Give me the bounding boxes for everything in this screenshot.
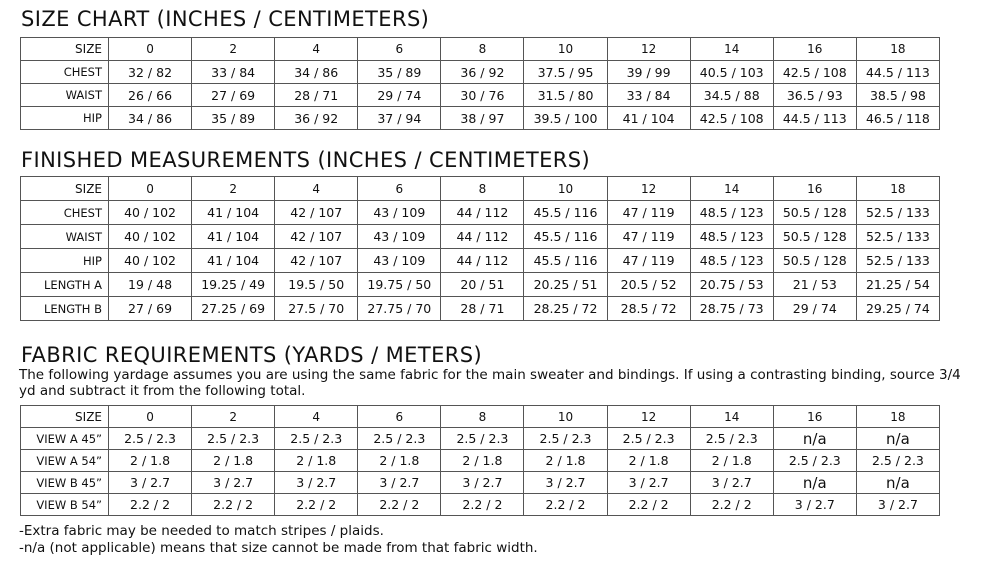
size-header-cell: 18 [856, 38, 939, 61]
size-header-cell: 12 [607, 177, 690, 201]
table-cell: 20 / 51 [441, 273, 524, 297]
table-cell: 41 / 104 [607, 107, 690, 130]
table-cell: 20.5 / 52 [607, 273, 690, 297]
row-label: HIP [21, 249, 109, 273]
table-row [21, 107, 940, 130]
table-row [21, 494, 940, 516]
size-header-label: SIZE [21, 38, 109, 61]
size-header-cell: 8 [441, 177, 524, 201]
table-cell: 3 / 2.7 [358, 472, 441, 494]
table-cell: 21.25 / 54 [856, 273, 939, 297]
table-row [21, 297, 940, 321]
table-cell: 2.5 / 2.3 [275, 428, 358, 450]
table-cell: 2.5 / 2.3 [607, 428, 690, 450]
table-cell: 44.5 / 113 [773, 107, 856, 130]
table-cell: 2 / 1.8 [358, 450, 441, 472]
table-cell: 42 / 107 [275, 249, 358, 273]
table-cell: 21 / 53 [773, 273, 856, 297]
table-cell: n/a [856, 472, 939, 494]
size-header-cell: 0 [109, 38, 192, 61]
row-label: VIEW B 45” [21, 472, 109, 494]
size-header-label: SIZE [21, 177, 109, 201]
table-cell: 43 / 109 [358, 249, 441, 273]
table-row [21, 428, 940, 450]
table-cell: 45.5 / 116 [524, 249, 607, 273]
row-label: WAIST [21, 225, 109, 249]
size-header-cell: 18 [856, 406, 939, 428]
table-cell: 38.5 / 98 [856, 84, 939, 107]
size-header-cell: 10 [524, 406, 607, 428]
size-header-cell: 2 [192, 38, 275, 61]
size-header-cell: 18 [856, 177, 939, 201]
row-label: CHEST [21, 61, 109, 84]
table-cell: 2 / 1.8 [192, 450, 275, 472]
row-label: CHEST [21, 201, 109, 225]
table-cell: 29.25 / 74 [856, 297, 939, 321]
size-header-cell: 4 [275, 406, 358, 428]
table-cell: 3 / 2.7 [192, 472, 275, 494]
table-cell: 28.5 / 72 [607, 297, 690, 321]
table-cell: 48.5 / 123 [690, 201, 773, 225]
table-cell: 47 / 119 [607, 201, 690, 225]
table-cell: 2.5 / 2.3 [773, 450, 856, 472]
table-cell: 47 / 119 [607, 249, 690, 273]
table-cell: 2.5 / 2.3 [524, 428, 607, 450]
table-cell: 2.2 / 2 [524, 494, 607, 516]
table-row [21, 249, 940, 273]
table-cell: 2 / 1.8 [524, 450, 607, 472]
size-header-label: SIZE [21, 406, 109, 428]
size-header-cell: 10 [524, 38, 607, 61]
table-cell: 2.2 / 2 [358, 494, 441, 516]
table-cell: 2.5 / 2.3 [441, 428, 524, 450]
table-row [21, 273, 940, 297]
table-cell: 36 / 92 [275, 107, 358, 130]
size-header-cell: 8 [441, 38, 524, 61]
table-cell: 40 / 102 [109, 201, 192, 225]
table-cell: 36 / 92 [441, 61, 524, 84]
table-cell: 3 / 2.7 [275, 472, 358, 494]
table-cell: 34 / 86 [275, 61, 358, 84]
row-label: VIEW A 54” [21, 450, 109, 472]
table-cell: 47 / 119 [607, 225, 690, 249]
table-row [21, 201, 940, 225]
table-cell: 2.5 / 2.3 [358, 428, 441, 450]
table-cell: 27.75 / 70 [358, 297, 441, 321]
table-cell: 37 / 94 [358, 107, 441, 130]
table-cell: 44 / 112 [441, 225, 524, 249]
row-label: LENGTH B [21, 297, 109, 321]
table-cell: 50.5 / 128 [773, 225, 856, 249]
table-cell: 44 / 112 [441, 201, 524, 225]
size-header-cell: 12 [607, 406, 690, 428]
size-header-cell: 4 [275, 177, 358, 201]
size-header-cell: 2 [192, 177, 275, 201]
fabric-intro-text: The following yardage assumes you are using the same fabric for the main sweater and bindings. If using a contrasting binding, source 3/4 yd and subtract it from the following total. [19, 367, 961, 399]
table-cell: 2.2 / 2 [441, 494, 524, 516]
table-cell: 28 / 71 [441, 297, 524, 321]
table-cell: 32 / 82 [109, 61, 192, 84]
size-header-cell: 16 [773, 38, 856, 61]
size-chart-table [20, 37, 940, 130]
table-cell: 46.5 / 118 [856, 107, 939, 130]
table-cell: 2.5 / 2.3 [856, 450, 939, 472]
table-cell: 37.5 / 95 [524, 61, 607, 84]
table-cell: 19.75 / 50 [358, 273, 441, 297]
table-cell: 26 / 66 [109, 84, 192, 107]
table-cell: 20.25 / 51 [524, 273, 607, 297]
table-cell: 2 / 1.8 [690, 450, 773, 472]
table-cell: 2.2 / 2 [109, 494, 192, 516]
table-cell: 3 / 2.7 [773, 494, 856, 516]
table-cell: 42 / 107 [275, 201, 358, 225]
table-cell: 3 / 2.7 [441, 472, 524, 494]
table-cell: 35 / 89 [358, 61, 441, 84]
table-cell: 29 / 74 [773, 297, 856, 321]
table-cell: 19 / 48 [109, 273, 192, 297]
size-header-cell: 6 [358, 38, 441, 61]
fabric-notes [19, 523, 538, 557]
table-cell: 2 / 1.8 [441, 450, 524, 472]
table-cell: 3 / 2.7 [607, 472, 690, 494]
size-chart-title: SIZE CHART (INCHES / CENTIMETERS) [21, 7, 430, 31]
row-label: VIEW B 54” [21, 494, 109, 516]
table-cell: 27 / 69 [192, 84, 275, 107]
table-cell: 42.5 / 108 [773, 61, 856, 84]
table-cell: 2.5 / 2.3 [109, 428, 192, 450]
table-cell: 41 / 104 [192, 201, 275, 225]
table-row [21, 84, 940, 107]
table-cell: 28.25 / 72 [524, 297, 607, 321]
table-cell: 44 / 112 [441, 249, 524, 273]
table-cell: 52.5 / 133 [856, 225, 939, 249]
size-header-cell: 0 [109, 406, 192, 428]
table-cell: 3 / 2.7 [524, 472, 607, 494]
table-cell: 33 / 84 [607, 84, 690, 107]
table-cell: 36.5 / 93 [773, 84, 856, 107]
finished-measurements-table [20, 176, 940, 321]
size-header-cell: 8 [441, 406, 524, 428]
table-cell: 2.2 / 2 [690, 494, 773, 516]
table-cell: n/a [773, 472, 856, 494]
table-cell: 52.5 / 133 [856, 201, 939, 225]
table-row [21, 450, 940, 472]
table-cell: 2 / 1.8 [275, 450, 358, 472]
fabric-requirements-table [20, 405, 940, 516]
size-header-cell: 12 [607, 38, 690, 61]
table-cell: 40 / 102 [109, 249, 192, 273]
table-row [21, 225, 940, 249]
table-cell: 2.5 / 2.3 [690, 428, 773, 450]
table-cell: 31.5 / 80 [524, 84, 607, 107]
table-cell: n/a [773, 428, 856, 450]
table-cell: 2.2 / 2 [607, 494, 690, 516]
size-header-cell: 6 [358, 177, 441, 201]
size-header-cell: 10 [524, 177, 607, 201]
table-cell: 28 / 71 [275, 84, 358, 107]
row-label: WAIST [21, 84, 109, 107]
table-cell: 27.25 / 69 [192, 297, 275, 321]
table-cell: 38 / 97 [441, 107, 524, 130]
table-header-row [21, 38, 940, 61]
table-cell: 43 / 109 [358, 225, 441, 249]
table-row [21, 472, 940, 494]
row-label: LENGTH A [21, 273, 109, 297]
size-header-cell: 16 [773, 406, 856, 428]
row-label: HIP [21, 107, 109, 130]
table-cell: 34 / 86 [109, 107, 192, 130]
table-cell: 2.5 / 2.3 [192, 428, 275, 450]
table-cell: 27.5 / 70 [275, 297, 358, 321]
table-cell: 39.5 / 100 [524, 107, 607, 130]
table-cell: 19.25 / 49 [192, 273, 275, 297]
size-header-cell: 14 [690, 177, 773, 201]
table-cell: 27 / 69 [109, 297, 192, 321]
table-cell: 3 / 2.7 [856, 494, 939, 516]
table-cell: 43 / 109 [358, 201, 441, 225]
size-header-cell: 16 [773, 177, 856, 201]
table-header-row [21, 177, 940, 201]
fabric-requirements-title: FABRIC REQUIREMENTS (YARDS / METERS) [21, 343, 483, 367]
table-cell: 33 / 84 [192, 61, 275, 84]
table-cell: 28.75 / 73 [690, 297, 773, 321]
size-header-cell: 14 [690, 406, 773, 428]
table-cell: 48.5 / 123 [690, 225, 773, 249]
size-header-cell: 4 [275, 38, 358, 61]
table-cell: 52.5 / 133 [856, 249, 939, 273]
table-cell: 48.5 / 123 [690, 249, 773, 273]
size-header-cell: 6 [358, 406, 441, 428]
table-row [21, 61, 940, 84]
table-cell: 2 / 1.8 [607, 450, 690, 472]
table-cell: 40.5 / 103 [690, 61, 773, 84]
table-cell: 40 / 102 [109, 225, 192, 249]
table-cell: 45.5 / 116 [524, 201, 607, 225]
table-cell: 20.75 / 53 [690, 273, 773, 297]
size-header-cell: 0 [109, 177, 192, 201]
table-cell: 34.5 / 88 [690, 84, 773, 107]
note-stripes: -Extra fabric may be needed to match stripes / plaids. [19, 523, 384, 539]
table-cell: 39 / 99 [607, 61, 690, 84]
table-cell: 3 / 2.7 [690, 472, 773, 494]
table-cell: 44.5 / 113 [856, 61, 939, 84]
table-header-row [21, 406, 940, 428]
table-cell: 50.5 / 128 [773, 249, 856, 273]
size-header-cell: 2 [192, 406, 275, 428]
table-cell: 2.2 / 2 [275, 494, 358, 516]
table-cell: 2.2 / 2 [192, 494, 275, 516]
note-na: -n/a (not applicable) means that size cannot be made from that fabric width. [19, 540, 538, 556]
finished-measurements-title: FINISHED MEASUREMENTS (INCHES / CENTIMETERS) [21, 148, 591, 172]
table-cell: 2 / 1.8 [109, 450, 192, 472]
table-cell: 41 / 104 [192, 249, 275, 273]
size-header-cell: 14 [690, 38, 773, 61]
table-cell: 41 / 104 [192, 225, 275, 249]
table-cell: 42 / 107 [275, 225, 358, 249]
table-cell: 45.5 / 116 [524, 225, 607, 249]
table-cell: 3 / 2.7 [109, 472, 192, 494]
table-cell: n/a [856, 428, 939, 450]
table-cell: 50.5 / 128 [773, 201, 856, 225]
table-cell: 29 / 74 [358, 84, 441, 107]
table-cell: 42.5 / 108 [690, 107, 773, 130]
table-cell: 19.5 / 50 [275, 273, 358, 297]
row-label: VIEW A 45” [21, 428, 109, 450]
table-cell: 35 / 89 [192, 107, 275, 130]
table-cell: 30 / 76 [441, 84, 524, 107]
